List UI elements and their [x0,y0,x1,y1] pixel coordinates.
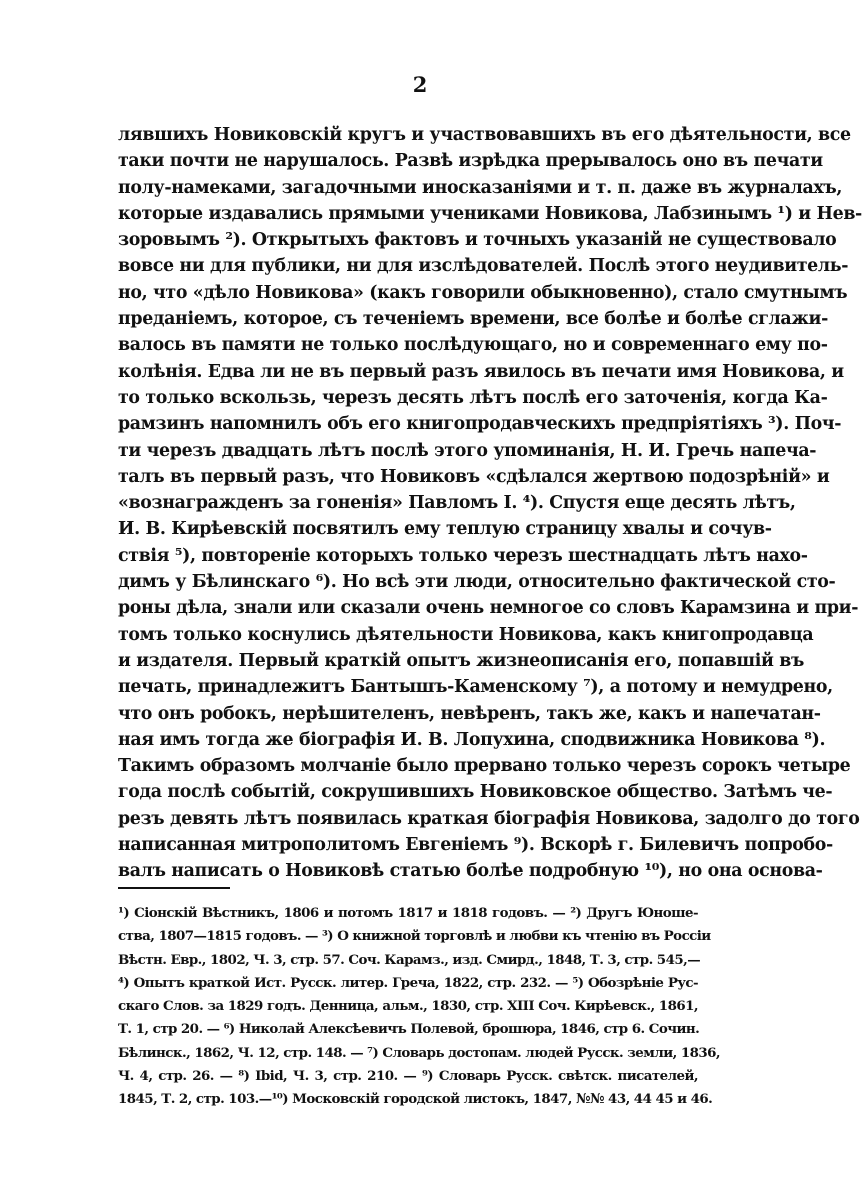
text-line: резъ девять лѣтъ появилась краткая бiографiя Новикова, задолго до того [118,808,860,829]
main-text [118,122,862,885]
text-line: Такимъ образомъ молчанiе было прервано только черезъ сорокъ четыре [118,756,851,777]
text-line: валъ написать о Новиковѣ статью болѣе подробную ¹⁰), но она основа- [118,861,823,882]
text-line: полу-намеками, загадочными иносказанiями и т. п. даже въ журналахъ, [118,177,843,198]
text-line: томъ только коснулись дѣятельности Новикова, какъ книгопродавца [118,624,814,645]
text-line: и издателя. Первый краткiй опытъ жизнеописанiя его, попавшiй въ [118,650,804,671]
footnote-line: Т. 1, стр 20. — ⁶) Николай Алексѣевичъ Полевой, брошюра, 1846, стр 6. Сочин. [118,1021,700,1038]
footnote-line: ¹) Сiонскiй Вѣстникъ, 1806 и потомъ 1817 и 1818 годовъ. — ²) Другъ Юноше- [118,905,698,921]
footnote-line: скаго Слов. за 1829 годъ. Денница, альм., 1830, стр. XIII Соч. Кирѣевск., 1861, [118,998,698,1015]
text-line: «вознагражденъ за гоненiя» Павломъ I. ⁴). Спустя еще десять лѣтъ, [118,493,796,514]
text-line: преданiемъ, которое, съ теченiемъ времени, все болѣе и болѣе сглажи- [118,309,828,330]
text-line: зоровымъ ²). Открытыхъ фактовъ и точныхъ указанiй не существовало [118,230,837,251]
text-line: рамзинъ напомнилъ объ его книгопродавческихъ предпрiятiяхъ ³). Поч- [118,414,842,435]
page-number: 2 [412,72,428,97]
text-line: ти черезъ двадцать лѣтъ послѣ этого упоминанiя, Н. И. Гречь напеча- [118,440,817,461]
text-line: вовсе ни для публики, ни для изслѣдователей. Послѣ этого неудивитель- [118,256,849,277]
footnote-line: ства, 1807—1815 годовъ. — ³) О книжной торговлѣ и любви къ чтенiю въ Россiи [118,928,711,945]
footnotes [118,902,720,1112]
footnote-line: Бѣлинск., 1862, Ч. 12, стр. 148. — ⁷) Словарь достопам. людей Русск. земли, 1836, [118,1044,720,1061]
text-line: то только вскользь, черезъ десять лѣтъ послѣ его заточенiя, когда Ка- [118,387,828,408]
text-line: И. В. Кирѣевскiй посвятилъ ему теплую страницу хвалы и сочув- [118,519,772,540]
text-line: колѣнiя. Едва ли не въ первый разъ явилось въ печати имя Новикова, и [118,361,844,382]
text-line: лявшихъ Новиковскiй кругъ и участвовавшихъ въ его дѣятельности, все [118,125,851,145]
text-line: года послѣ событiй, сокрушившихъ Новиковское общество. Затѣмъ че- [118,782,833,803]
footnote-line: Вѣстн. Евр., 1802, Ч. 3, стр. 57. Соч. Карамз., изд. Смирд., 1848, Т. 3, стр. 545,— [118,951,701,968]
text-line: написанная митрополитомъ Евгенiемъ ⁹). Вскорѣ г. Билевичъ попробо- [118,835,833,856]
text-line: ствiя ⁵), повторенiе которыхъ только черезъ шестнадцать лѣтъ нахо- [118,545,808,566]
text-line: которые издавались прямыми учениками Новикова, Лабзинымъ ¹) и Нев- [118,203,862,224]
text-line: печать, принадлежитъ Бантышъ-Каменскому ⁷), а потому и немудрено, [118,677,833,698]
text-line: талъ въ первый разъ, что Новиковъ «сдѣлался жертвою подозрѣнiй» и [118,466,830,487]
text-line: но, что «дѣло Новикова» (какъ говорили обыкновенно), стало смутнымъ [118,282,848,303]
text-line: валось въ памяти не только послѣдующаго, но и современнаго ему по- [118,335,828,356]
text-line: что онъ робокъ, нерѣшителенъ, невѣренъ, такъ же, какъ и напечатан- [118,703,821,724]
text-line: таки почти не нарушалось. Развѣ изрѣдка прерывалось оно въ печати [118,151,823,172]
text-line: димъ у Бѣлинскаго ⁶). Но всѣ эти люди, относительно фактической сто- [118,572,836,593]
footnote-divider [118,887,230,889]
text-line: роны дѣла, знали или сказали очень немногое со словъ Карамзина и при- [118,598,859,619]
footnote-line: ⁴) Опытъ краткой Ист. Русск. литер. Греча, 1822, стр. 232. — ⁵) Обозрѣнiе Рус- [118,974,698,991]
footnote-line: 1845, Т. 2, стр. 103.—¹⁰) Московскiй городской листокъ, 1847, №№ 43, 44 45 и 46. [118,1091,713,1108]
text-line: ная имъ тогда же бiографiя И. В. Лопухина, сподвижника Новикова ⁸). [118,729,826,750]
footnote-line: Ч. 4, стр. 26. — ⁸) Ibid, Ч. 3, стр. 210. — ⁹) Словарь Русск. свѣтск. писателей, [118,1068,698,1085]
